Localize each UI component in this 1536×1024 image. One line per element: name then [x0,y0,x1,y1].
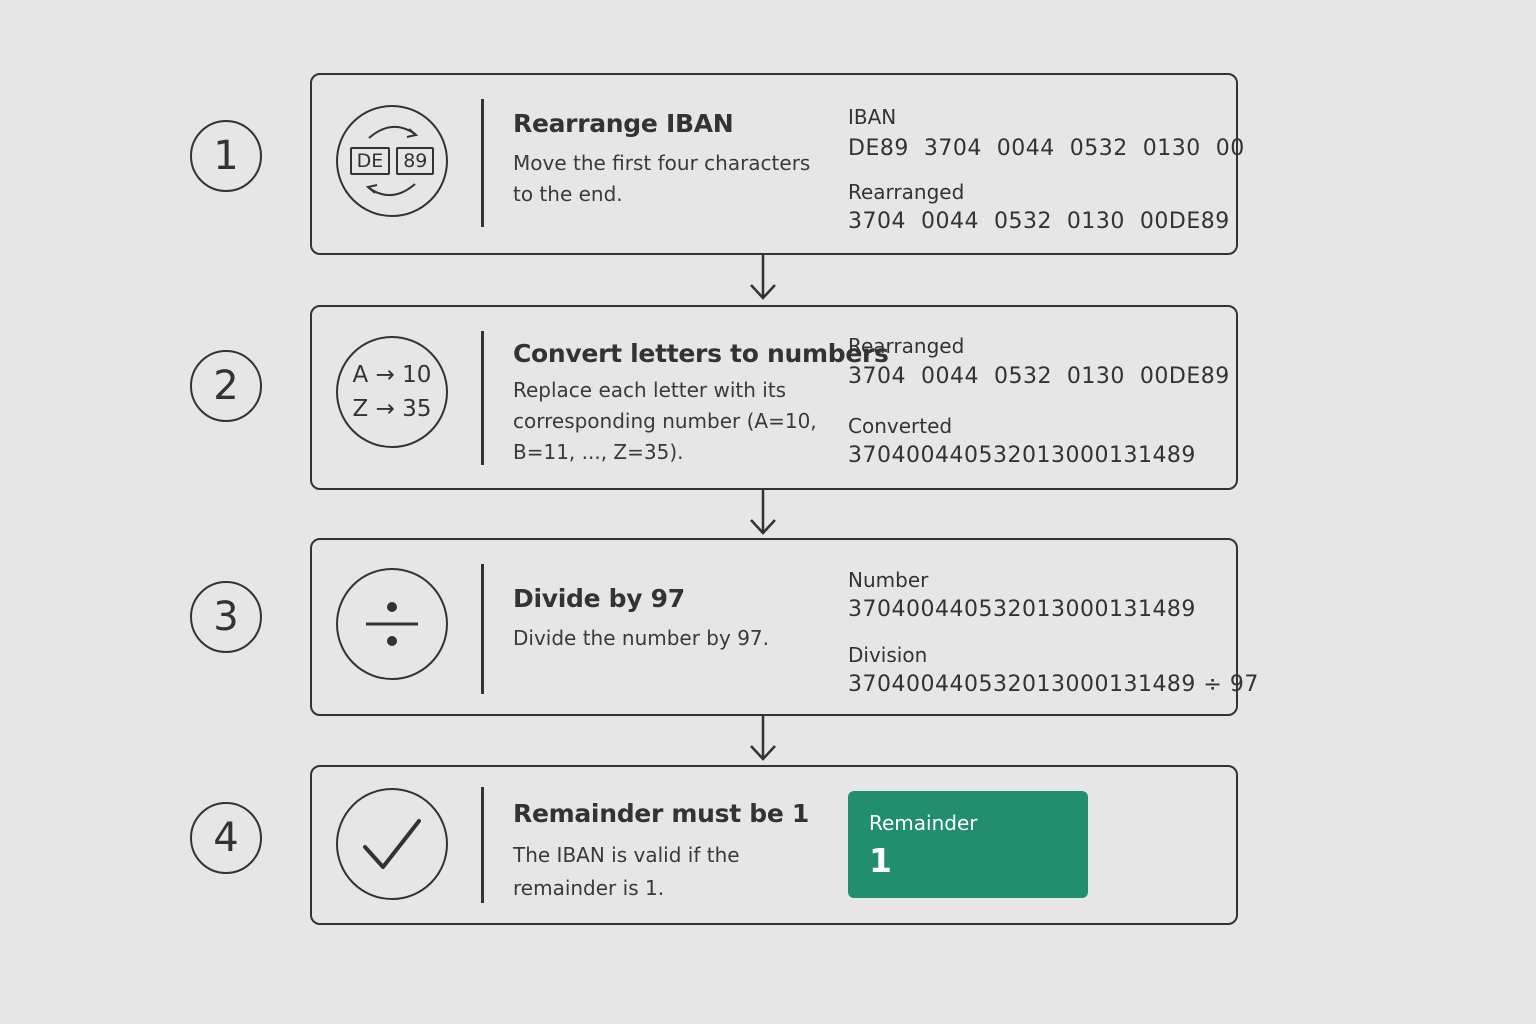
data-value: DE89 3704 0044 0532 0130 00 [848,136,1245,161]
card-divider [481,787,484,903]
step-description: Move the first four characters to the end. [513,151,811,206]
card-divider [481,564,484,694]
data-label: Number [848,568,929,592]
step-description: Replace each letter with its corresponding number (A=10, B=11, ..., Z=35). [513,378,817,464]
division-sign-icon [362,594,422,654]
icon-line-a: A → 10 [352,362,432,388]
card-divider [481,99,484,227]
step-number-1: 1 [190,120,262,192]
data-label: IBAN [848,105,897,129]
step-description: Divide the number by 97. [513,626,769,650]
divide-icon [336,568,448,680]
data-value: 370400440532013000131489 ÷ 97 [848,672,1259,697]
step-card-rearrange [310,73,1245,255]
icon-line-z: Z → 35 [352,396,432,422]
arrow-down-icon [748,490,778,536]
remainder-result-box [848,791,1088,898]
data-value: 370400440532013000131489 [848,597,1196,622]
step-card-remainder [310,765,1238,925]
step-description: The IBAN is valid if the remainder is 1. [513,843,740,900]
arrow-down-icon [748,716,778,762]
data-label: Rearranged [848,180,965,204]
step-card-divide [310,538,1259,716]
arrow-down-icon [748,255,778,301]
remainder-label: Remainder [869,811,978,835]
step-number-2: 2 [190,350,262,422]
data-label: Rearranged [848,334,965,358]
step-title: Rearrange IBAN [513,109,734,138]
data-label: Division [848,643,928,667]
check-icon [357,809,427,879]
data-label: Converted [848,414,953,438]
step-card-convert [310,305,1238,490]
letter-to-number-icon [336,336,448,448]
checkmark-icon [336,788,448,900]
data-value: 3704 0044 0532 0130 00DE89 [848,364,1230,389]
step-title: Remainder must be 1 [513,799,810,828]
remainder-value: 1 [869,841,892,880]
step-title: Convert letters to numbers [513,339,889,368]
de-box: DE [350,147,391,175]
step-number-4: 4 [190,802,262,874]
rearrange-icon [336,105,448,217]
data-value: 370400440532013000131489 [848,443,1196,468]
check-digits-box: 89 [396,147,434,175]
step-number-3: 3 [190,581,262,653]
data-value: 3704 0044 0532 0130 00DE89 [848,209,1230,234]
card-divider [481,331,484,465]
step-title: Divide by 97 [513,584,685,613]
